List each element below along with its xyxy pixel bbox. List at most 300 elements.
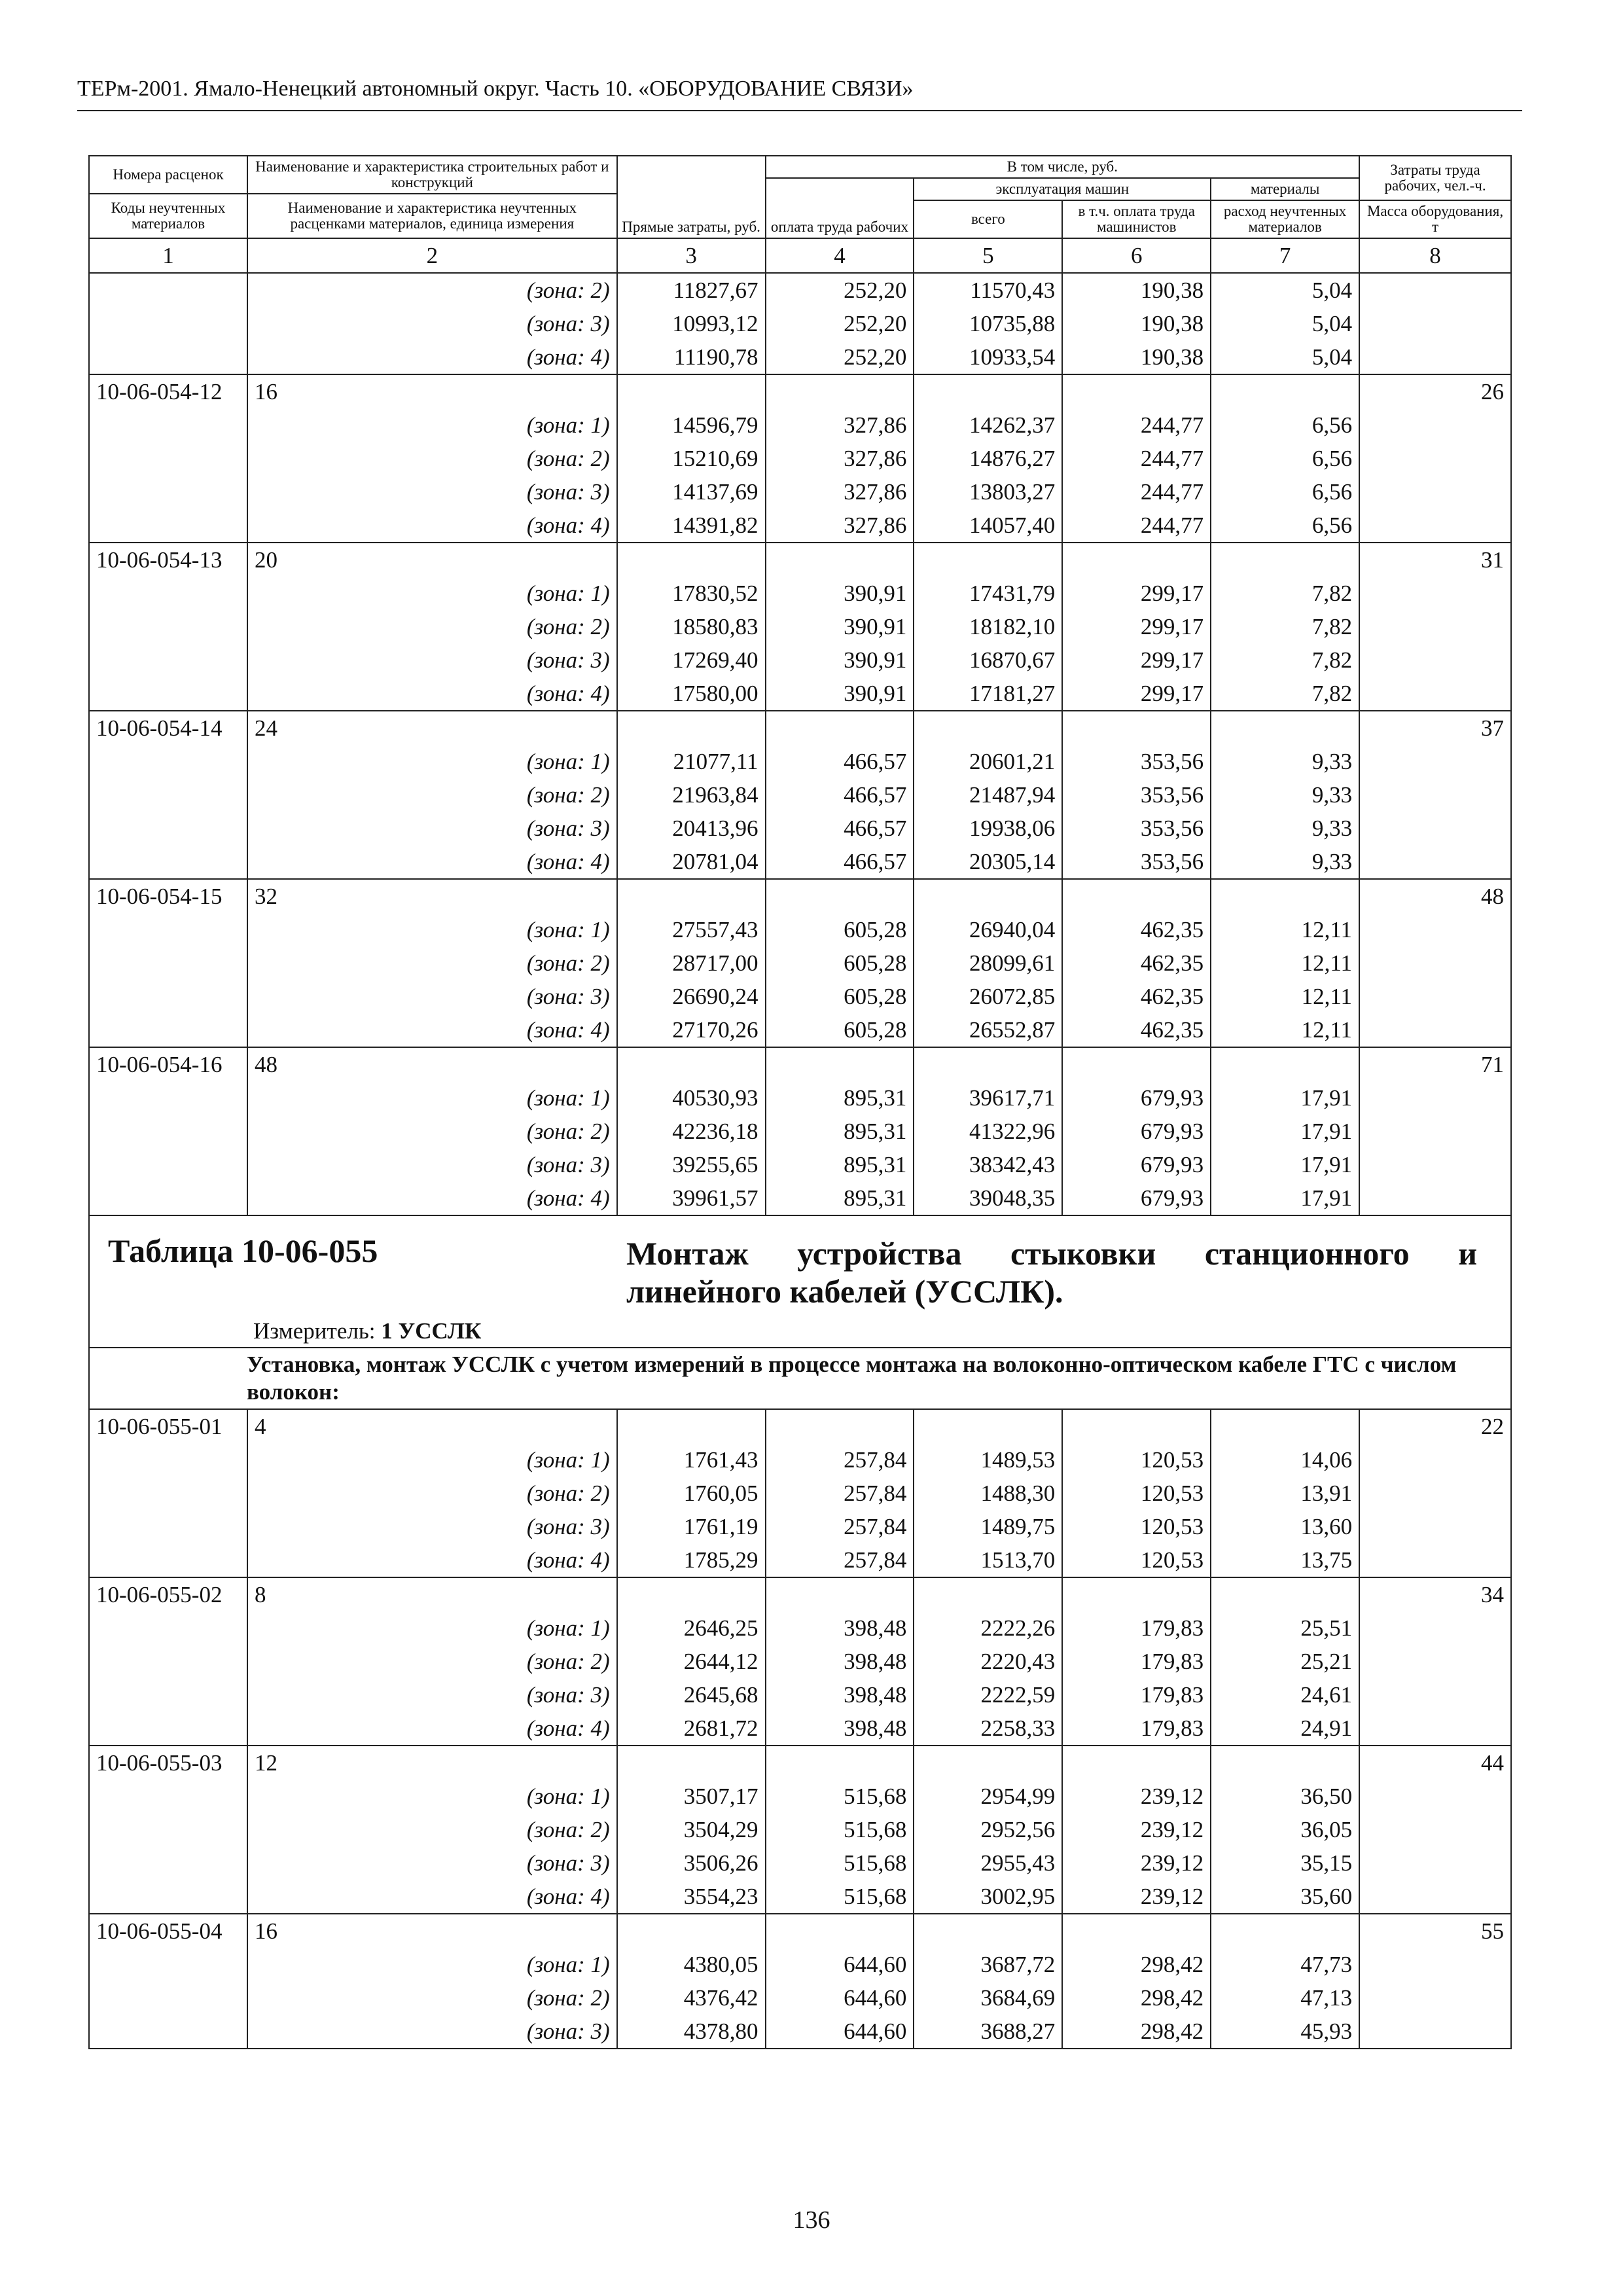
machinist-pay-cell: 462,35 [1062,913,1211,946]
direct-costs-cell: 11827,67 [617,273,766,307]
table-body-055 [89,1409,1511,2049]
col-equipment-mass: Масса оборудования, т [1359,200,1511,238]
rate-code-cell [89,1148,247,1181]
zone-cell: (зона: 3) [247,1678,617,1712]
worker-pay-cell: 644,60 [766,1948,914,1981]
direct-costs-cell [617,711,766,745]
labor-cell [1359,1981,1511,2015]
materials-cell: 24,61 [1211,1678,1359,1712]
machine-operation-cell: 1489,53 [914,1443,1062,1477]
materials-cell: 12,11 [1211,913,1359,946]
worker-pay-cell [766,1047,914,1081]
col-number: 7 [1211,238,1359,273]
machinist-pay-cell: 353,56 [1062,812,1211,845]
zone-cell: (зона: 1) [247,577,617,610]
rate-code-cell [89,610,247,643]
materials-cell [1211,1577,1359,1611]
rate-code-cell [89,1880,247,1914]
worker-pay-cell [766,1577,914,1611]
worker-pay-cell: 605,28 [766,980,914,1013]
direct-costs-cell: 39961,57 [617,1181,766,1215]
zone-row [89,677,1511,711]
materials-cell: 13,91 [1211,1477,1359,1510]
zone-cell: (зона: 3) [247,1846,617,1880]
machinist-pay-cell: 298,42 [1062,1981,1211,2015]
worker-pay-cell: 605,28 [766,946,914,980]
rate-name-cell: 48 [247,1047,617,1081]
rate-code-cell [89,509,247,543]
direct-costs-cell: 2681,72 [617,1712,766,1746]
col-number: 6 [1062,238,1211,273]
worker-pay-cell: 515,68 [766,1880,914,1914]
direct-costs-cell: 42236,18 [617,1115,766,1148]
machine-operation-cell [914,543,1062,577]
rate-code-cell [89,1510,247,1543]
rates-table [88,155,1512,2049]
zone-cell: (зона: 1) [247,1780,617,1813]
zone-cell: (зона: 2) [247,1813,617,1846]
labor-cell: 31 [1359,543,1511,577]
worker-pay-cell: 515,68 [766,1846,914,1880]
col-total: всего [914,200,1062,238]
zone-row [89,946,1511,980]
materials-cell: 47,13 [1211,1981,1359,2015]
materials-cell: 35,60 [1211,1880,1359,1914]
machinist-pay-cell: 239,12 [1062,1846,1211,1880]
materials-cell: 47,73 [1211,1948,1359,1981]
zone-cell: (зона: 3) [247,643,617,677]
machinist-pay-cell [1062,374,1211,408]
materials-cell [1211,1746,1359,1780]
worker-pay-cell: 390,91 [766,610,914,643]
zone-row [89,442,1511,475]
machine-operation-cell: 2258,33 [914,1712,1062,1746]
machine-operation-cell: 41322,96 [914,1115,1062,1148]
machine-operation-cell: 17181,27 [914,677,1062,711]
labor-cell [1359,2015,1511,2049]
zone-row [89,577,1511,610]
direct-costs-cell: 3507,17 [617,1780,766,1813]
machine-operation-cell [914,374,1062,408]
worker-pay-cell: 257,84 [766,1510,914,1543]
machinist-pay-cell: 299,17 [1062,610,1211,643]
materials-cell: 13,75 [1211,1543,1359,1577]
machinist-pay-cell: 679,93 [1062,1181,1211,1215]
labor-cell: 26 [1359,374,1511,408]
machinist-pay-cell: 679,93 [1062,1081,1211,1115]
direct-costs-cell [617,879,766,913]
machine-operation-cell: 1488,30 [914,1477,1062,1510]
machine-operation-cell: 3002,95 [914,1880,1062,1914]
rate-code-cell [89,845,247,879]
labor-cell [1359,745,1511,778]
machine-operation-cell: 3687,72 [914,1948,1062,1981]
table-055-title [89,1215,1511,1409]
table-body-054 [89,273,1511,1215]
zone-cell: (зона: 3) [247,1148,617,1181]
zone-row [89,340,1511,374]
direct-costs-cell: 27170,26 [617,1013,766,1047]
direct-costs-cell: 4380,05 [617,1948,766,1981]
zone-row [89,812,1511,845]
rate-code-cell [89,1115,247,1148]
col-direct-costs: Прямые затраты, руб. [617,156,766,238]
direct-costs-cell [617,374,766,408]
machine-operation-cell: 11570,43 [914,273,1062,307]
zone-row [89,1115,1511,1148]
worker-pay-cell: 398,48 [766,1645,914,1678]
zone-cell: (зона: 4) [247,677,617,711]
zone-row [89,1948,1511,1981]
unit-of-measure [253,1314,481,1348]
machine-operation-cell: 1513,70 [914,1543,1062,1577]
rate-code-cell [89,778,247,812]
machine-operation-cell: 28099,61 [914,946,1062,980]
zone-cell: (зона: 4) [247,1712,617,1746]
labor-cell [1359,1543,1511,1577]
materials-cell: 6,56 [1211,475,1359,509]
materials-cell: 7,82 [1211,610,1359,643]
labor-cell [1359,442,1511,475]
direct-costs-cell: 3504,29 [617,1813,766,1846]
zone-cell: (зона: 2) [247,946,617,980]
col-number: 2 [247,238,617,273]
zone-cell: (зона: 4) [247,1181,617,1215]
zone-cell: (зона: 1) [247,1081,617,1115]
zone-cell: (зона: 4) [247,509,617,543]
machinist-pay-cell [1062,1746,1211,1780]
materials-cell: 12,11 [1211,980,1359,1013]
materials-cell: 17,91 [1211,1081,1359,1115]
materials-cell: 6,56 [1211,408,1359,442]
labor-cell: 22 [1359,1409,1511,1443]
labor-cell [1359,1115,1511,1148]
zone-row [89,1846,1511,1880]
machinist-pay-cell: 179,83 [1062,1645,1211,1678]
machine-operation-cell: 14057,40 [914,509,1062,543]
materials-cell [1211,543,1359,577]
direct-costs-cell: 26690,24 [617,980,766,1013]
zone-row [89,509,1511,543]
rate-name-cell: 24 [247,711,617,745]
labor-cell [1359,913,1511,946]
materials-cell: 17,91 [1211,1115,1359,1148]
labor-cell [1359,1948,1511,1981]
labor-cell [1359,1780,1511,1813]
machine-operation-cell: 26940,04 [914,913,1062,946]
rate-code-cell [89,1813,247,1846]
rate-row [89,1409,1511,1443]
zone-cell: (зона: 1) [247,913,617,946]
zone-row [89,475,1511,509]
direct-costs-cell: 28717,00 [617,946,766,980]
worker-pay-cell: 327,86 [766,442,914,475]
zone-row [89,1148,1511,1181]
materials-cell: 12,11 [1211,946,1359,980]
col-incl-machinist-pay: в т.ч. оплата труда машинистов [1062,200,1211,238]
labor-cell [1359,273,1511,307]
direct-costs-cell: 11190,78 [617,340,766,374]
zone-cell: (зона: 2) [247,610,617,643]
col-codes-unaccounted: Коды неучтенных материалов [89,194,247,238]
worker-pay-cell: 257,84 [766,1443,914,1477]
machinist-pay-cell: 679,93 [1062,1115,1211,1148]
zone-cell: (зона: 3) [247,307,617,340]
machine-operation-cell: 18182,10 [914,610,1062,643]
machinist-pay-cell: 353,56 [1062,845,1211,879]
materials-cell: 7,82 [1211,677,1359,711]
labor-cell [1359,307,1511,340]
worker-pay-cell: 644,60 [766,2015,914,2049]
worker-pay-cell: 327,86 [766,509,914,543]
labor-cell [1359,643,1511,677]
rate-code-cell: 10-06-054-14 [89,711,247,745]
direct-costs-cell: 14137,69 [617,475,766,509]
rate-code-cell [89,475,247,509]
labor-cell [1359,1611,1511,1645]
rate-code-cell [89,1948,247,1981]
machine-operation-cell: 2222,59 [914,1678,1062,1712]
direct-costs-cell: 20781,04 [617,845,766,879]
machine-operation-cell [914,1409,1062,1443]
labor-cell [1359,475,1511,509]
zone-cell: (зона: 3) [247,980,617,1013]
col-number: 5 [914,238,1062,273]
direct-costs-cell: 17269,40 [617,643,766,677]
materials-cell: 17,91 [1211,1148,1359,1181]
col-machine-operation: эксплуатация машин [914,178,1211,200]
rate-code-cell [89,340,247,374]
zone-row [89,1813,1511,1846]
zone-cell: (зона: 2) [247,778,617,812]
machinist-pay-cell: 462,35 [1062,946,1211,980]
machine-operation-cell: 2955,43 [914,1846,1062,1880]
machine-operation-cell: 39048,35 [914,1181,1062,1215]
labor-cell [1359,946,1511,980]
zone-cell: (зона: 4) [247,1880,617,1914]
machinist-pay-cell: 239,12 [1062,1880,1211,1914]
machine-operation-cell: 2222,26 [914,1611,1062,1645]
zone-row [89,1611,1511,1645]
labor-cell [1359,1181,1511,1215]
zone-row [89,778,1511,812]
machinist-pay-cell [1062,1577,1211,1611]
direct-costs-cell: 18580,83 [617,610,766,643]
machine-operation-cell [914,711,1062,745]
materials-cell: 9,33 [1211,778,1359,812]
worker-pay-cell [766,1914,914,1948]
col-materials: материалы [1211,178,1359,200]
machine-operation-cell: 14262,37 [914,408,1062,442]
worker-pay-cell: 390,91 [766,577,914,610]
direct-costs-cell [617,1577,766,1611]
machine-operation-cell: 14876,27 [914,442,1062,475]
materials-cell [1211,374,1359,408]
direct-costs-cell: 3506,26 [617,1846,766,1880]
rate-code-cell [89,1443,247,1477]
zone-cell: (зона: 2) [247,273,617,307]
worker-pay-cell [766,1746,914,1780]
rate-row [89,1746,1511,1780]
rate-row [89,879,1511,913]
worker-pay-cell: 466,57 [766,845,914,879]
col-name-char: Наименование и характеристика строительных работ и конструкций [247,156,617,194]
materials-cell [1211,879,1359,913]
zone-row [89,1780,1511,1813]
rate-name-cell: 12 [247,1746,617,1780]
materials-cell [1211,1914,1359,1948]
zone-cell: (зона: 2) [247,1645,617,1678]
worker-pay-cell: 895,31 [766,1181,914,1215]
zone-cell: (зона: 2) [247,1477,617,1510]
machinist-pay-cell: 679,93 [1062,1148,1211,1181]
zone-row [89,845,1511,879]
materials-cell: 14,06 [1211,1443,1359,1477]
zone-row [89,1013,1511,1047]
materials-cell: 13,60 [1211,1510,1359,1543]
direct-costs-cell: 2644,12 [617,1645,766,1678]
materials-cell: 5,04 [1211,307,1359,340]
worker-pay-cell: 644,60 [766,1981,914,2015]
worker-pay-cell: 605,28 [766,913,914,946]
machine-operation-cell: 13803,27 [914,475,1062,509]
machine-operation-cell: 21487,94 [914,778,1062,812]
zone-row [89,1443,1511,1477]
worker-pay-cell: 515,68 [766,1780,914,1813]
rate-row [89,543,1511,577]
rate-code-cell: 10-06-055-02 [89,1577,247,1611]
col-number: 4 [766,238,914,273]
labor-cell [1359,1645,1511,1678]
machinist-pay-cell: 244,77 [1062,509,1211,543]
zone-cell: (зона: 1) [247,1443,617,1477]
direct-costs-cell: 40530,93 [617,1081,766,1115]
machinist-pay-cell: 244,77 [1062,442,1211,475]
col-number: 3 [617,238,766,273]
rate-row [89,374,1511,408]
rate-code-cell [89,273,247,307]
rate-code-cell [89,1543,247,1577]
worker-pay-cell: 466,57 [766,745,914,778]
rate-code-cell [89,1678,247,1712]
direct-costs-cell: 17830,52 [617,577,766,610]
labor-cell [1359,812,1511,845]
machinist-pay-cell: 353,56 [1062,745,1211,778]
labor-cell: 55 [1359,1914,1511,1948]
machinist-pay-cell: 120,53 [1062,1543,1211,1577]
rate-code-cell [89,1013,247,1047]
zone-cell: (зона: 2) [247,442,617,475]
rate-code-cell [89,307,247,340]
direct-costs-cell: 21077,11 [617,745,766,778]
worker-pay-cell: 398,48 [766,1611,914,1645]
worker-pay-cell: 605,28 [766,1013,914,1047]
col-unaccounted-consumption: расход неучтенных материалов [1211,200,1359,238]
table-heading: Монтаж устройства стыковки станционного и линейного кабелей (УССЛК). [626,1235,1477,1310]
machine-operation-cell: 16870,67 [914,643,1062,677]
worker-pay-cell: 895,31 [766,1148,914,1181]
materials-cell: 45,93 [1211,2015,1359,2049]
col-worker-pay: оплата труда рабочих [766,178,914,238]
labor-cell [1359,845,1511,879]
machine-operation-cell: 20601,21 [914,745,1062,778]
labor-cell: 37 [1359,711,1511,745]
worker-pay-cell: 515,68 [766,1813,914,1846]
labor-cell: 44 [1359,1746,1511,1780]
worker-pay-cell: 257,84 [766,1477,914,1510]
zone-cell: (зона: 1) [247,1948,617,1981]
zone-cell: (зона: 3) [247,2015,617,2049]
labor-cell [1359,1880,1511,1914]
direct-costs-cell [617,1746,766,1780]
machinist-pay-cell: 244,77 [1062,408,1211,442]
labor-cell [1359,1443,1511,1477]
direct-costs-cell [617,543,766,577]
table-name: Таблица 10-06-055 [108,1232,378,1269]
table-description: Установка, монтаж УССЛК с учетом измерений в процессе монтажа на волоконно-оптическом кабеле ГТС с числом волокон: [247,1352,1457,1405]
machinist-pay-cell: 179,83 [1062,1611,1211,1645]
worker-pay-cell: 466,57 [766,778,914,812]
zone-cell: (зона: 1) [247,1611,617,1645]
zone-row [89,1181,1511,1215]
worker-pay-cell: 390,91 [766,677,914,711]
materials-cell: 5,04 [1211,273,1359,307]
labor-cell [1359,980,1511,1013]
machinist-pay-cell [1062,711,1211,745]
rate-code-cell [89,1611,247,1645]
worker-pay-cell [766,543,914,577]
rate-name-cell: 16 [247,1914,617,1948]
labor-cell [1359,1013,1511,1047]
col-incl-rub: В том числе, руб. [766,156,1360,178]
materials-cell: 7,82 [1211,577,1359,610]
machine-operation-cell: 26552,87 [914,1013,1062,1047]
machine-operation-cell: 19938,06 [914,812,1062,845]
rate-code-cell [89,1181,247,1215]
zone-row [89,1477,1511,1510]
rate-code-cell [89,1981,247,2015]
labor-cell [1359,1148,1511,1181]
page-header: ТЕРм-2001. Ямало-Ненецкий автономный округ. Часть 10. «ОБОРУДОВАНИЕ СВЯЗИ» [77,73,1522,111]
labor-cell [1359,1846,1511,1880]
worker-pay-cell: 398,48 [766,1678,914,1712]
labor-cell [1359,1510,1511,1543]
rate-code-cell [89,946,247,980]
page-number: 136 [793,2206,830,2234]
machinist-pay-cell: 239,12 [1062,1780,1211,1813]
machinist-pay-cell: 462,35 [1062,980,1211,1013]
worker-pay-cell: 895,31 [766,1115,914,1148]
machine-operation-cell [914,1577,1062,1611]
materials-cell: 9,33 [1211,845,1359,879]
worker-pay-cell [766,711,914,745]
machinist-pay-cell [1062,879,1211,913]
zone-row [89,1712,1511,1746]
machine-operation-cell: 10933,54 [914,340,1062,374]
rate-code-cell: 10-06-054-13 [89,543,247,577]
direct-costs-cell: 14391,82 [617,509,766,543]
machine-operation-cell: 10735,88 [914,307,1062,340]
worker-pay-cell: 390,91 [766,643,914,677]
machinist-pay-cell: 179,83 [1062,1678,1211,1712]
machine-operation-cell: 39617,71 [914,1081,1062,1115]
machinist-pay-cell: 462,35 [1062,1013,1211,1047]
labor-cell [1359,1081,1511,1115]
rate-code-cell [89,643,247,677]
zone-row [89,643,1511,677]
zone-row [89,610,1511,643]
worker-pay-cell: 252,20 [766,340,914,374]
